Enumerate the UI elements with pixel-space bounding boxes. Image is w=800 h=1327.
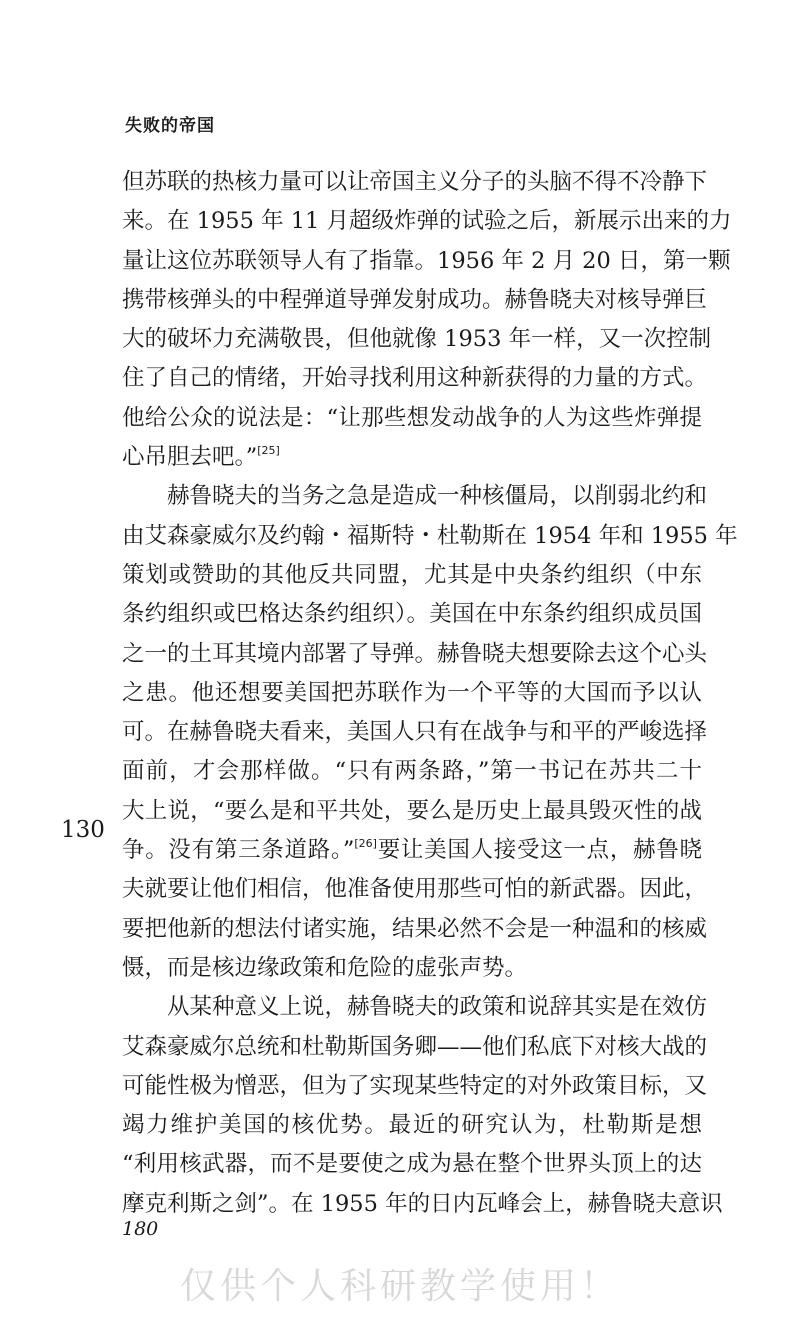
text-line xyxy=(122,1145,702,1184)
text-line xyxy=(122,1185,723,1224)
line-text: 来。在 1955 年 11 月超级炸弹的试验之后，新展示出来的力 xyxy=(122,208,732,235)
line-text: 可能性极为憎恶，但为了实现某些特定的对外政策目标，又 xyxy=(122,1072,708,1099)
text-line xyxy=(122,752,702,791)
line-text: 争。没有第三条道路。” xyxy=(122,837,355,864)
body-text xyxy=(122,163,738,1224)
text-line xyxy=(122,635,708,674)
line-text: 夫就要让他们相信，他准备使用那些可怕的新武器。因此， xyxy=(122,876,708,903)
line-text: 摩克利斯之剑”。在 1955 年的日内瓦峰会上，赫鲁晓夫意识 xyxy=(122,1190,723,1217)
text-line xyxy=(122,870,708,909)
text-line xyxy=(122,438,702,477)
text-line xyxy=(122,202,732,241)
text-line xyxy=(122,281,708,320)
line-text: 要把他新的想法付诸实施，结果必然不会是一种温和的核威 xyxy=(122,915,708,942)
page-number: 180 xyxy=(122,1218,159,1240)
text-line xyxy=(122,1067,708,1106)
text-line xyxy=(122,556,702,595)
line-text-tail: 要让美国人接受这一点，赫鲁晓 xyxy=(376,837,702,864)
text-line xyxy=(122,517,738,556)
text-line xyxy=(122,792,702,831)
text-line xyxy=(122,320,712,359)
text-line xyxy=(122,163,708,202)
text-line xyxy=(122,242,731,281)
line-text: 由艾森豪威尔及约翰・福斯特・杜勒斯在 1954 年和 1955 年 xyxy=(122,522,738,549)
line-text: 大上说，“要么是和平共处，要么是历史上最具毁灭性的战 xyxy=(122,797,702,824)
text-line xyxy=(122,713,708,752)
text-line xyxy=(122,595,702,634)
line-text: 携带核弹头的中程弹道导弹发射成功。赫鲁晓夫对核导弹巨 xyxy=(122,286,708,313)
line-text: 可。在赫鲁晓夫看来，美国人只有在战争与和平的严峻选择 xyxy=(122,719,708,746)
line-text: 赫鲁晓夫的当务之急是造成一种核僵局，以削弱北约和 xyxy=(167,483,708,510)
text-line xyxy=(122,674,702,713)
text-line xyxy=(122,359,708,398)
line-text: 条约组织或巴格达条约组织）。美国在中东条约组织成员国 xyxy=(122,601,702,628)
original-page-number: 130 xyxy=(61,817,105,843)
line-text: 从某种意义上说，赫鲁晓夫的政策和说辞其实是在效仿 xyxy=(167,994,708,1021)
line-text: 面前，才会那样做。“只有两条路，”第一书记在苏共二十 xyxy=(122,758,702,785)
running-head: 失败的帝国 xyxy=(125,116,215,136)
line-text: 他给公众的说法是：“让那些想发动战争的人为这些炸弹提 xyxy=(122,404,702,431)
line-text: 心吊胆去吧。” xyxy=(122,444,258,471)
line-text: 住了自己的情绪，开始寻找利用这种新获得的力量的方式。 xyxy=(122,365,708,392)
line-text: 之患。他还想要美国把苏联作为一个平等的大国而予以认 xyxy=(122,679,702,706)
text-line xyxy=(122,988,708,1027)
text-line xyxy=(122,949,702,988)
text-line xyxy=(122,1106,702,1145)
text-line xyxy=(122,477,708,516)
text-line xyxy=(122,910,708,949)
line-text: 艾森豪威尔总统和杜勒斯国务卿——他们私底下对核大战的 xyxy=(122,1033,708,1060)
text-line xyxy=(122,399,702,438)
line-text: “利用核武器，而不是要使之成为悬在整个世界头顶上的达 xyxy=(122,1151,702,1178)
footnote-marker: [26] xyxy=(354,837,377,851)
line-text: 但苏联的热核力量可以让帝国主义分子的头脑不得不冷静下 xyxy=(122,169,708,195)
text-line xyxy=(122,831,702,870)
line-text: 量让这位苏联领导人有了指靠。1956 年 2 月 20 日，第一颗 xyxy=(122,247,731,274)
line-text: 大的破坏力充满敬畏，但他就像 1953 年一样，又一次控制 xyxy=(122,326,712,353)
line-text: 竭力维护美国的核优势。最近的研究认为，杜勒斯是想 xyxy=(122,1112,702,1139)
line-text: 之一的土耳其境内部署了导弹。赫鲁晓夫想要除去这个心头 xyxy=(122,640,708,667)
footnote-marker: [25] xyxy=(257,444,280,458)
text-line xyxy=(122,1028,708,1067)
watermark: 仅供个人科研教学使用！ xyxy=(179,1266,620,1307)
line-text: 策划或赞助的其他反共同盟，尤其是中央条约组织（中东 xyxy=(122,561,702,588)
line-text: 慑，而是核边缘政策和危险的虚张声势。 xyxy=(122,954,528,981)
